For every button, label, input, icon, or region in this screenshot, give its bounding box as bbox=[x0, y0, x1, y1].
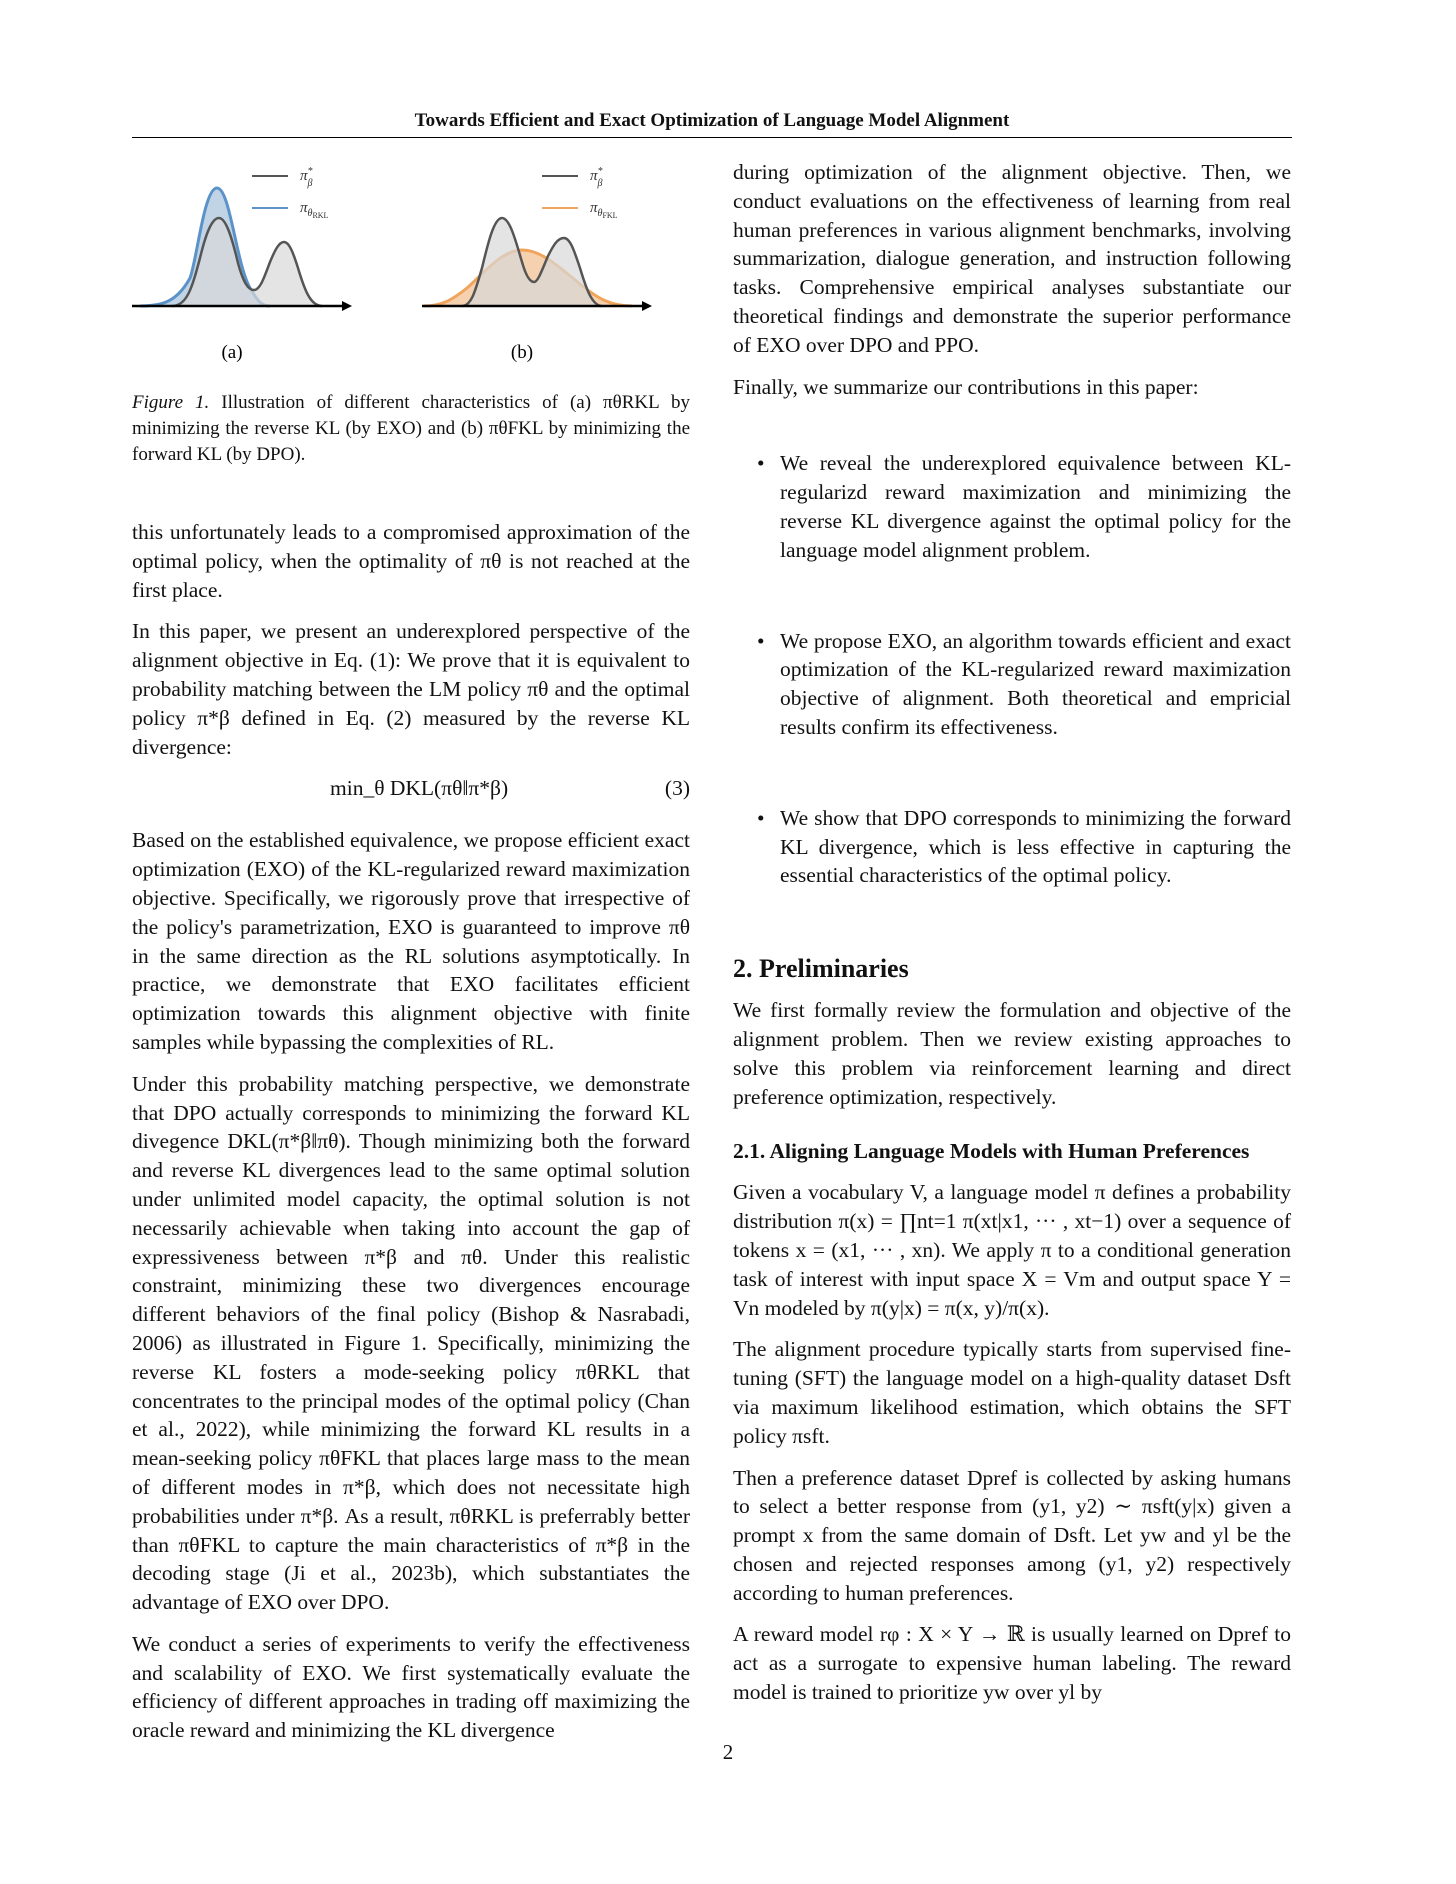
legend-optimal-label-a: π* β bbox=[300, 166, 313, 189]
axis-arrow-b bbox=[642, 301, 652, 311]
running-header: Towards Efficient and Exact Optimization of Language Model Alignment bbox=[414, 110, 1010, 131]
right-paragraph-5: The alignment procedure typically starts from supervised fine-tuning (SFT) the language model on a high-quality dataset Dsft via maximum likelihood estimation, which obtains the SFT policy πsft. bbox=[733, 1337, 1291, 1448]
header-rule bbox=[132, 137, 1292, 138]
right-column bbox=[733, 158, 1291, 1720]
left-paragraph-4: Under this probability matching perspective, we demonstrate that DPO actually corresponds to minimizing the forward KL divegence DKL(π*β‖πθ). Though minimizing both the forward and reverse KL divergences lead to the same optimal solution under unlimited model capacity, the optimal solution is not necessarily achievable when taking into account the gap of expressiveness between π*β and πθ. Under this realistic constraint, minimizing these two divergences encourage different behaviors of the final policy (Bishop & Nasrabadi, 2006) as illustrated in Figure 1. Specifically, minimizing the reverse KL fosters a mode-seeking policy πθRKL that concentrates to the principal modes of the optimal policy (Chan et al., 2022), while minimizing the forward KL results in a mean-seeking policy πθFKL that places large mass to the mean of different modes in π*β, which does not necessitate high probabilities under π*β. As a result, πθRKL is preferrably better than πθFKL to capture the main characteristics of π*β in the decoding stage (Ji et al., 2023b), which substantiates the advantage of EXO over DPO. bbox=[132, 1071, 690, 1615]
bullet-icon: • bbox=[757, 451, 765, 476]
section-heading: 2. Preliminaries bbox=[733, 954, 909, 984]
left-paragraph-1: this unfortunately leads to a compromised approximation of the optimal policy, when the optimality of πθ is not reached at the first place. bbox=[132, 520, 690, 602]
figure-caption bbox=[132, 390, 690, 468]
legend-fkl-label: $\pi_\theta FKL$ bbox=[590, 200, 618, 220]
right-paragraph-3: We first formally review the formulation and objective of the alignment problem. Then we review existing approaches to solve this problem via reinforcement learning and direct preference optimization, respectively. bbox=[733, 998, 1291, 1109]
equation-3 bbox=[132, 774, 690, 814]
right-paragraph-6: Then a preference dataset Dpref is collected by asking humans to select a better response from (y1, y2) ∼ πsft(y|x) given a prompt x from the same domain of Dsft. Let yw and yl be the chosen and rejected responses among (y1, y2) respectively according to human preferences. bbox=[733, 1465, 1291, 1605]
legend-optimal-label-b: π* β bbox=[590, 166, 603, 189]
figure-1 bbox=[132, 158, 690, 390]
right-paragraph-1: during optimization of the alignment objective. Then, we conduct evaluations on the effectiveness of learning from real human preferences in various alignment benchmarks, involving summarization, dialogue generation, and instruction following tasks. Comprehensive empirical analyses substantiate our theoretical findings and demonstrate the superior performance of EXO over DPO and PPO. bbox=[733, 160, 1291, 357]
left-paragraph-3: Based on the established equivalence, we propose efficient exact optimization (EXO) of the KL-regularized reward maximization objective. Specifically, we rigorously prove that irrespective of the policy's parametrization, EXO is guaranteed to improve πθ in the same direction as the RL solutions asymptotically. In practice, we demonstrate that EXO facilitates efficient optimization towards this alignment objective with finite samples while bypassing the complexities of RL. bbox=[132, 828, 690, 1054]
right-paragraph-4: Given a vocabulary V, a language model π defines a probability distribution π(x) = ∏nt=1 π(xt|x1, ··· , xt−1) over a sequence of tokens x = (x1, ··· , xn). We apply π to a conditional generation task of interest with input space X = Vm and output space Y = Vn modeled by π(y|x) = π(x, y)/π(x). bbox=[733, 1180, 1291, 1320]
left-paragraph-2: In this paper, we present an underexplored perspective of the alignment objective in Eq. (1): We prove that it is equivalent to probability matching between the LM policy πθ and the optimal policy π*β defined in Eq. (2) measured by the reverse KL divergence: bbox=[132, 619, 690, 759]
figure-caption-label: Figure 1. bbox=[132, 392, 210, 413]
contribution-item bbox=[733, 449, 1291, 564]
equation-3-body: min_θ DKL(πθ‖π*β) bbox=[330, 776, 509, 801]
right-paragraph-2: Finally, we summarize our contributions in this paper: bbox=[733, 374, 1199, 399]
contribution-item bbox=[733, 804, 1291, 890]
left-paragraph-5: We conduct a series of experiments to verify the effectiveness and scalability of EXO. We first systematically evaluate the efficiency of different approaches in trading off maximizing the oracle reward and minimizing the KL divergence bbox=[132, 1631, 690, 1743]
page-number: 2 bbox=[722, 1740, 734, 1764]
contribution-text: We propose EXO, an algorithm towards efficient and exact optimization of the KL-regularized reward maximization objective of alignment. Both theoretical and empricial results confirm its effectiveness. bbox=[780, 628, 1291, 739]
legend-rkl-label: $\pi_\theta RKL$ bbox=[300, 200, 329, 220]
panel-b-label: (b) bbox=[510, 342, 534, 363]
equation-3-number: (3) bbox=[664, 776, 690, 801]
figure-caption-text: Illustration of different characteristics of (a) πθRKL by minimizing the reverse KL (by EXO) and (b) πθFKL by minimizing the forward KL (by DPO). bbox=[132, 392, 691, 465]
subsection-heading: 2.1. Aligning Language Models with Human Preferences bbox=[733, 1139, 1250, 1164]
panel-a bbox=[132, 166, 352, 363]
contribution-list bbox=[733, 449, 1291, 890]
contribution-item bbox=[733, 627, 1291, 742]
axis-arrow-a bbox=[342, 301, 352, 311]
panel-b bbox=[422, 166, 652, 363]
bullet-icon: • bbox=[757, 805, 765, 830]
right-paragraph-7: A reward model rφ : X × Y → ℝ is usually learned on Dpref to act as a surrogate to expensive human labeling. The reward model is trained to prioritize yw over yl by bbox=[733, 1622, 1291, 1705]
contribution-text: We reveal the underexplored equivalence between KL-regularizd reward maximization and minimizing the reverse KL divergence against the optimal policy for the language model alignment problem. bbox=[780, 451, 1291, 562]
bullet-icon: • bbox=[757, 628, 765, 653]
figure-1-plot bbox=[132, 158, 690, 390]
contribution-text: We show that DPO corresponds to minimizing the forward KL divergence, which is less effective in capturing the essential characteristics of the optimal policy. bbox=[780, 805, 1291, 888]
left-column bbox=[132, 158, 690, 1758]
panel-a-label: (a) bbox=[221, 342, 243, 363]
